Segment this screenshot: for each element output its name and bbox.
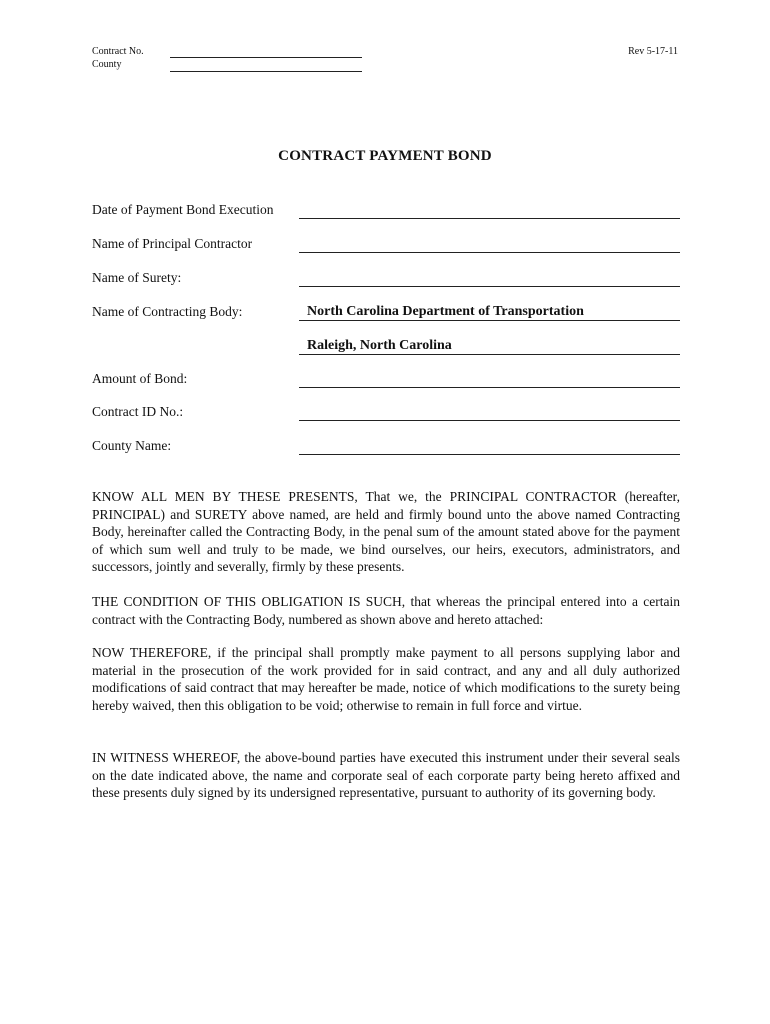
county-field[interactable] xyxy=(170,59,362,72)
principal-underline xyxy=(299,252,680,253)
paragraph-in-witness: IN WITNESS WHEREOF, the above-bound parties have executed this instrument under their several seals on the date indicated above, the name and corporate seal of each corporate party being hereto affixed and these presents duly signed by its undersigned representative, pursuant to authority of its governing body. xyxy=(92,750,680,801)
row-contracting-body xyxy=(92,303,680,323)
page-title: CONTRACT PAYMENT BOND xyxy=(278,148,492,164)
contracting-body-underline xyxy=(299,320,680,321)
county-label: County xyxy=(92,59,122,70)
row-contract-id xyxy=(92,403,680,423)
row-surety xyxy=(92,269,680,289)
contracting-body-label: Name of Contracting Body: xyxy=(92,304,243,319)
row-principal xyxy=(92,235,680,255)
contracting-body-value[interactable]: North Carolina Department of Transportation xyxy=(307,304,584,319)
contract-id-underline xyxy=(299,420,680,421)
row-contracting-body-city xyxy=(92,337,680,357)
amount-underline xyxy=(299,387,680,388)
contract-no-label: Contract No. xyxy=(92,46,144,57)
contracting-body-city[interactable]: Raleigh, North Carolina xyxy=(307,338,452,353)
row-amount xyxy=(92,370,680,390)
contracting-body-city-underline xyxy=(299,354,680,355)
bond-date-underline xyxy=(299,218,680,219)
principal-label: Name of Principal Contractor xyxy=(92,236,253,251)
row-bond-date xyxy=(92,201,680,221)
paragraph-condition: THE CONDITION OF THIS OBLIGATION IS SUCH, that whereas the principal entered into a certain contract with the Contracting Body, numbered as shown above and hereto attached: xyxy=(92,594,680,627)
county-name-underline xyxy=(299,454,680,455)
row-county-name xyxy=(92,437,680,457)
revision-label: Rev 5-17-11 xyxy=(628,46,678,57)
surety-underline xyxy=(299,286,680,287)
paragraph-know-all-men: KNOW ALL MEN BY THESE PRESENTS, That we, the PRINCIPAL CONTRACTOR (hereafter, PRINCIPAL) and SURETY above named, are held and firmly bound unto the above named Contracting Body, hereinafter called the Contracting Body, in the penal sum of the amount stated above for the payment of which sum well and truly to be made, we bind ourselves, our heirs, executors, administrators, and successors, jointly and severally, firmly by these presents. xyxy=(92,489,680,575)
bond-date-label: Date of Payment Bond Execution xyxy=(92,202,274,217)
contract-id-label: Contract ID No.: xyxy=(92,404,184,419)
surety-label: Name of Surety: xyxy=(92,270,182,285)
county-name-label: County Name: xyxy=(92,438,172,453)
contract-no-field[interactable] xyxy=(170,46,362,58)
paragraph-now-therefore: NOW THEREFORE, if the principal shall promptly make payment to all persons supplying labor and material in the prosecution of the work provided for in said contract, and any and all duly authorized modifications of said contract that may hereafter be made, notice of which modifications to the surety being hereby waived, then this obligation to be void; otherwise to remain in full force and virtue. xyxy=(92,645,680,713)
amount-label: Amount of Bond: xyxy=(92,371,188,386)
document-header xyxy=(92,46,682,76)
